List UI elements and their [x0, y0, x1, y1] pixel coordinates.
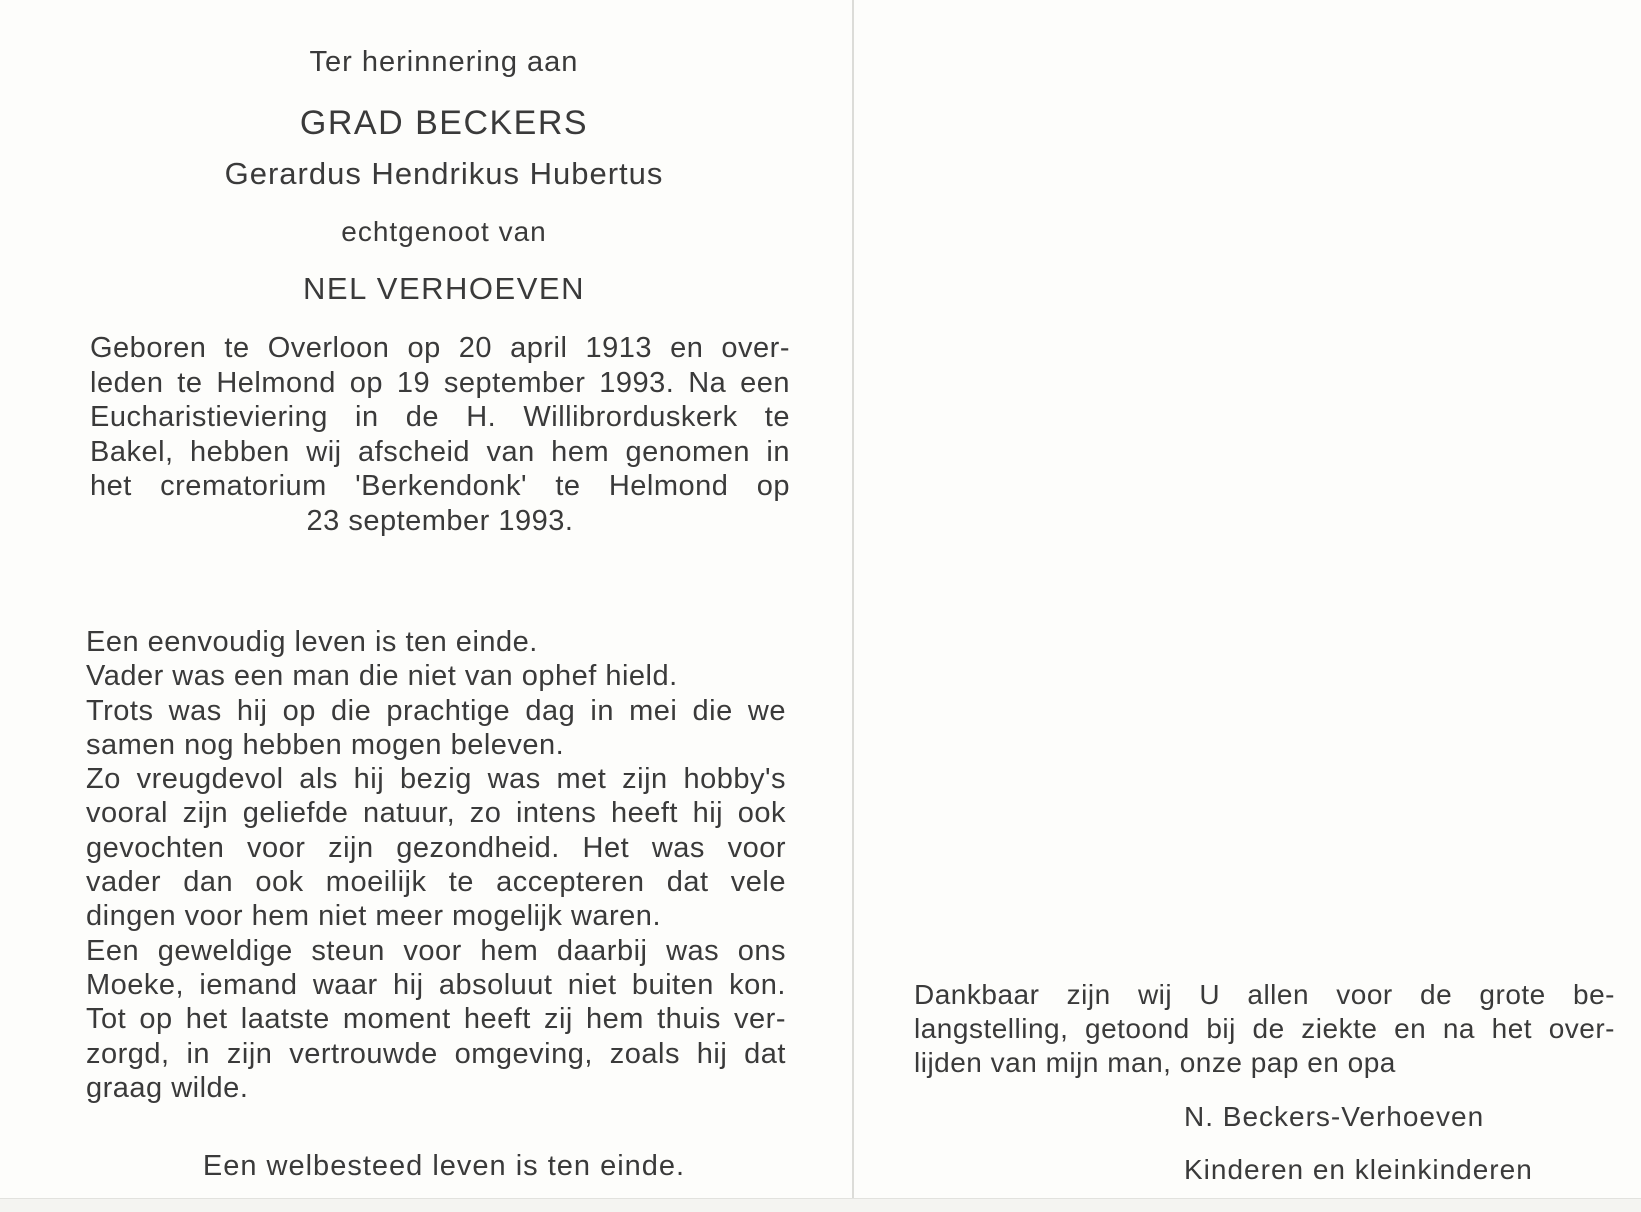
spouse-intro-text: echtgenoot van: [341, 216, 547, 247]
thanks-line: lijden van mijn man, onze pap en opa: [914, 1047, 1396, 1078]
intro-text: Ter herinnering aan: [309, 46, 579, 78]
bio-line: leden te Helmond op 19 september 1993. Na een: [90, 366, 790, 399]
deceased-name: GRAD BECKERS: [299, 104, 589, 142]
thanks-line: langstelling, getoond bij de ziekte en na het over-: [914, 1013, 1615, 1044]
poem-line: Moeke, iemand waar hij absoluut niet buiten kon.: [86, 968, 786, 1001]
deceased-full-name: Gerardus Hendrikus Hubertus: [224, 156, 664, 191]
card-bottom-edge: [0, 1198, 1641, 1212]
poem-line: Trots was hij op die prachtige dag in mei die we: [86, 694, 786, 727]
thanks-paragraph: [914, 978, 1615, 1080]
bio-line: 23 september 1993.: [306, 504, 574, 537]
poem-line: Zo vreugdevol als hij bezig was met zijn hobby's: [86, 763, 786, 796]
poem-line: gevochten voor zijn gezondheid. Het was voor: [86, 831, 786, 864]
bio-line: Eucharistieviering in de H. Willibrorduskerk te: [90, 401, 790, 433]
poem-line: samen nog hebben mogen beleven.: [86, 728, 565, 761]
right-page: [854, 0, 1641, 1200]
poem-line: Vader was een man die niet van ophef hield.: [86, 660, 678, 693]
poem-line: Een geweldige steun voor hem daarbij was ons: [86, 934, 786, 967]
thanks-line: Dankbaar zijn wij U allen voor de grote be-: [914, 979, 1615, 1010]
bio-line: Bakel, hebben wij afscheid van hem genomen in: [90, 435, 790, 468]
poem-line: vader dan ook moeilijk te accepteren dat vele: [86, 866, 786, 899]
poem-line: Tot op het laatste moment heeft zij hem thuis ver-: [86, 1003, 786, 1036]
spouse-name: NEL VERHOEVEN: [303, 271, 585, 306]
poem-line: graag wilde.: [86, 1071, 249, 1104]
signature-name: N. Beckers-Verhoeven: [1184, 1101, 1485, 1132]
poem-line: dingen voor hem niet meer mogelijk waren.: [86, 900, 661, 933]
poem-line: zorgd, in zijn vertrouwde omgeving, zoals hij dat: [86, 1037, 786, 1070]
bio-line: het crematorium 'Berkendonk' te Helmond op: [90, 470, 790, 502]
poem-paragraph: [86, 625, 786, 1105]
bio-line: Geboren te Overloon op 20 april 1913 en over-: [90, 332, 790, 364]
poem-line: vooral zijn geliefde natuur, zo intens heeft hij ook: [86, 797, 786, 830]
signature-family: Kinderen en kleinkinderen: [1184, 1154, 1533, 1185]
poem-line: Een eenvoudig leven is ten einde.: [86, 626, 538, 658]
biography-paragraph: [90, 331, 790, 538]
closing-line: Een welbesteed leven is ten einde.: [202, 1150, 686, 1182]
